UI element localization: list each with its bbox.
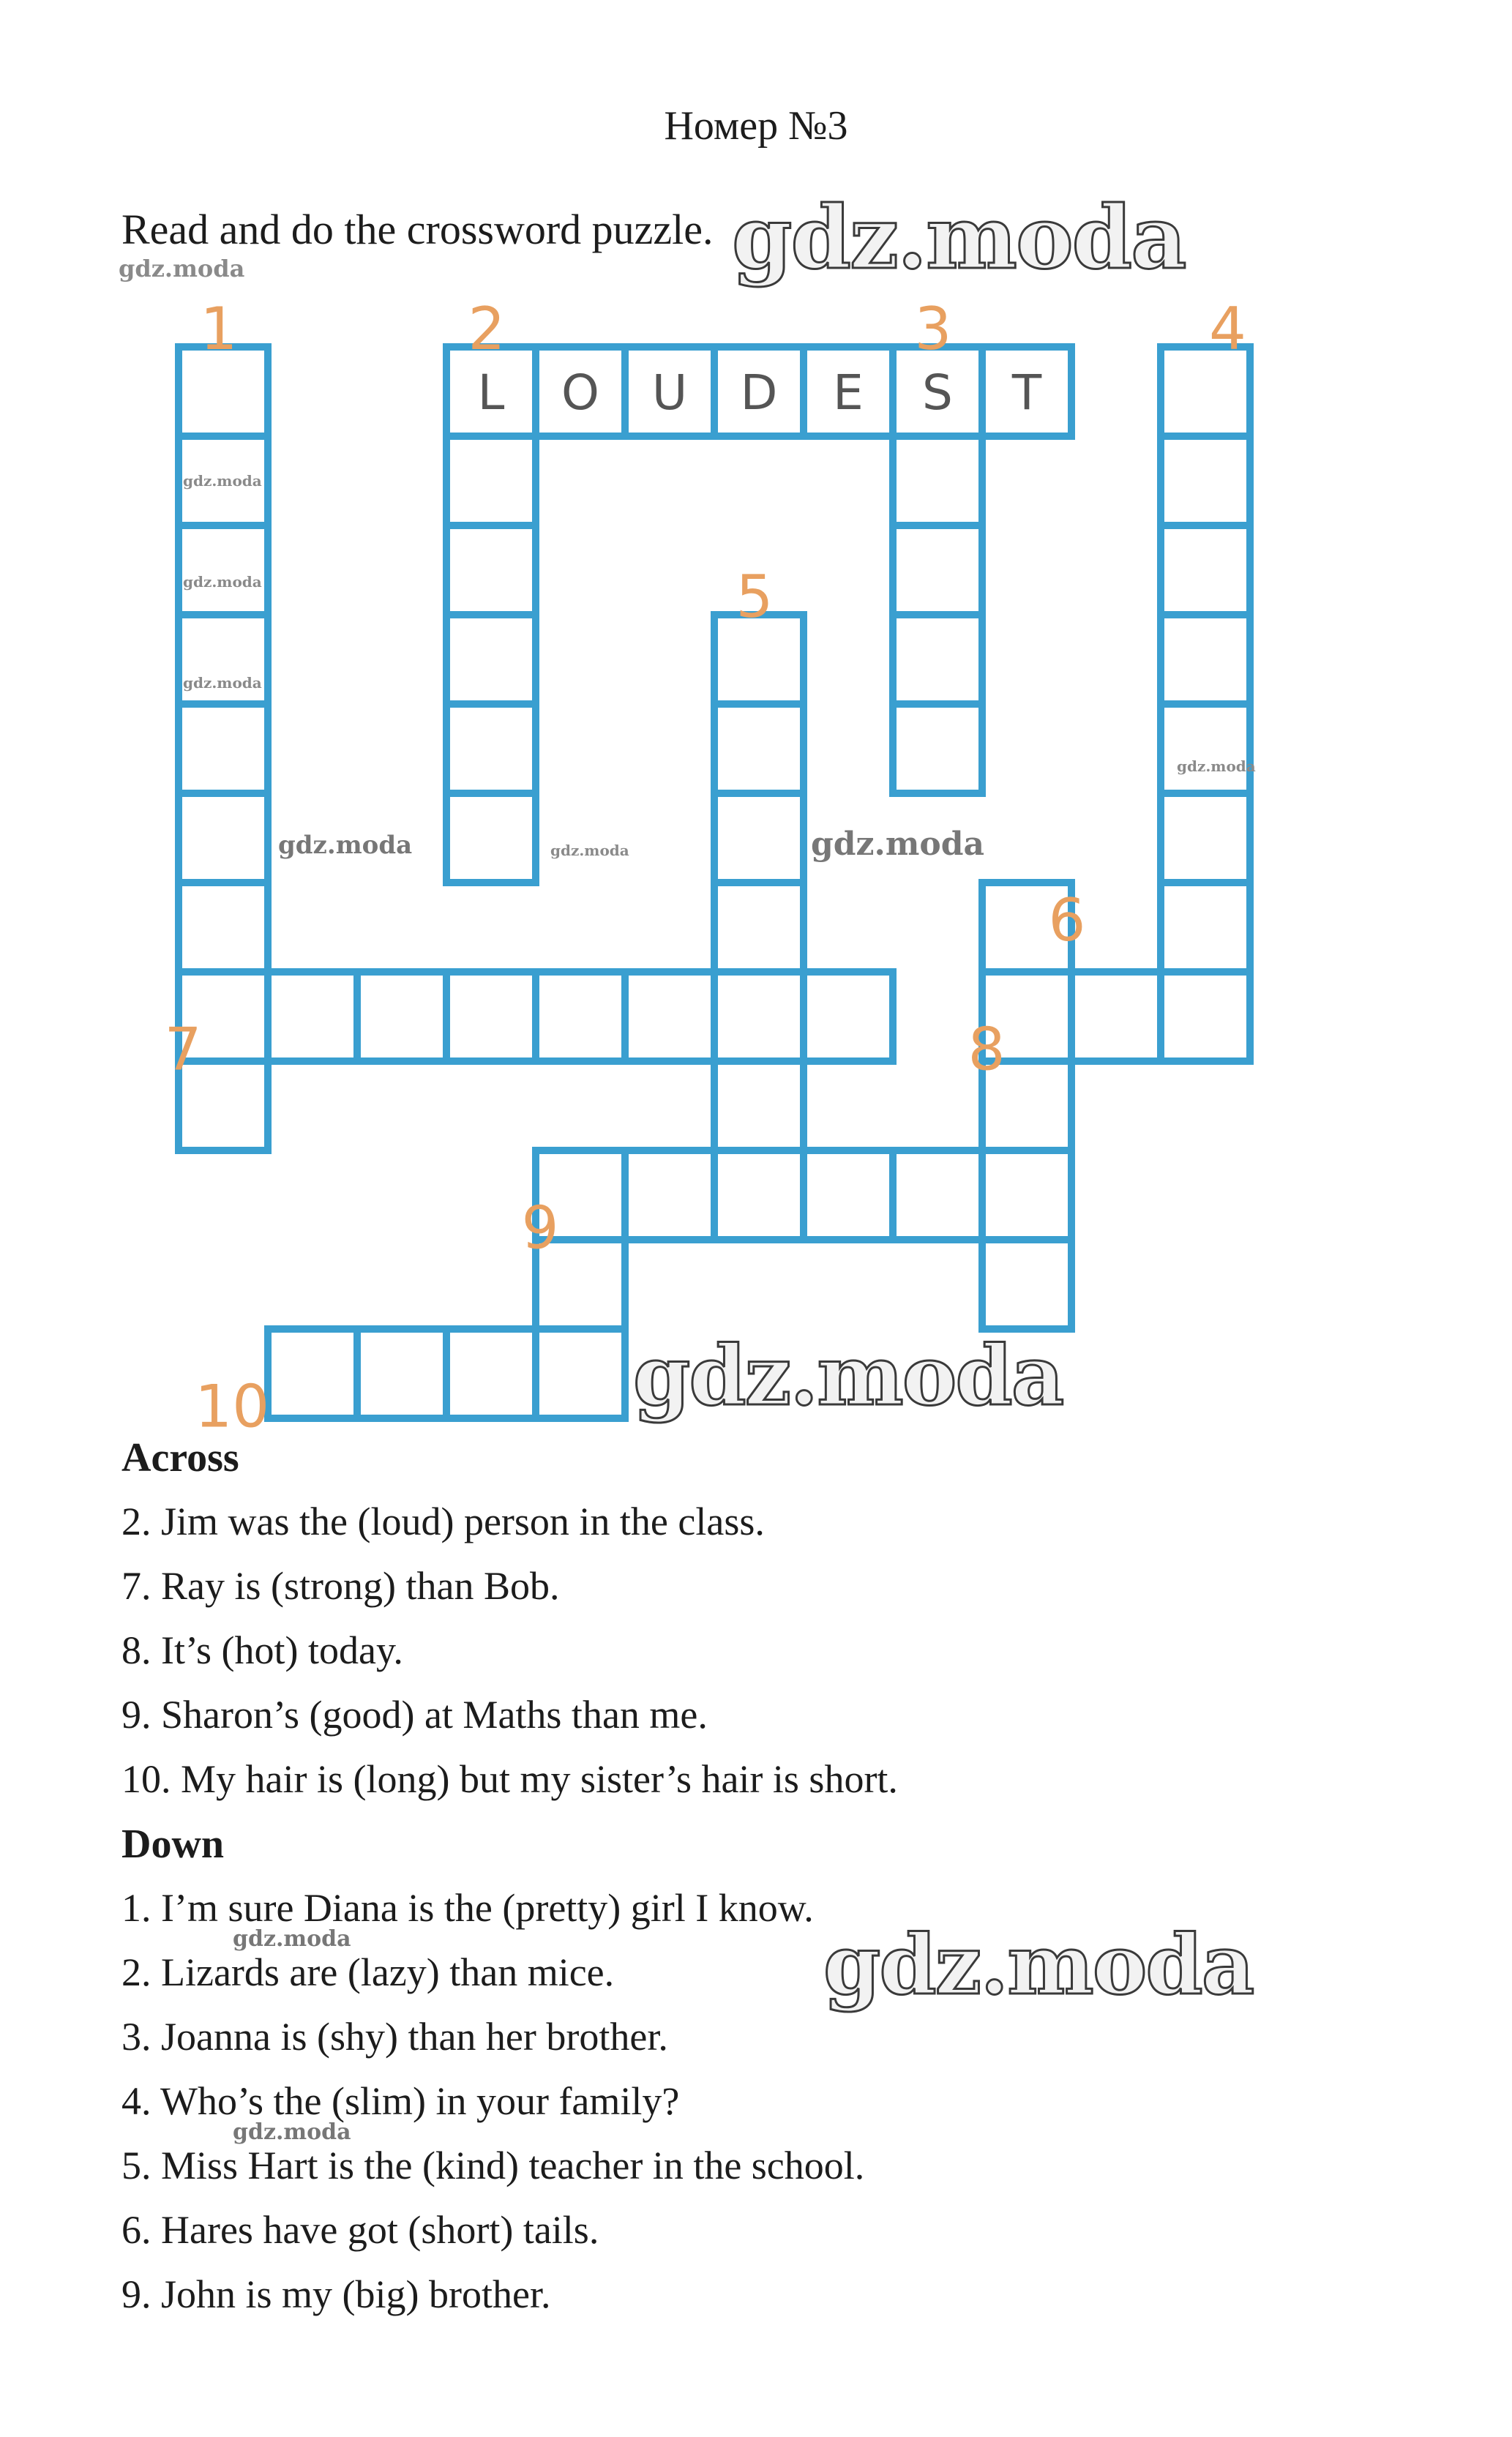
clue-number-10: 10 <box>195 1372 270 1434</box>
instruction: Read and do the crossword puzzle. <box>121 206 714 253</box>
clue-number-8: 8 <box>968 1015 1006 1084</box>
crossword-cell[interactable] <box>1161 793 1250 883</box>
crossword-cell[interactable] <box>625 1150 714 1240</box>
watermark-top: gdz.moda <box>732 187 1186 288</box>
down-heading: Down <box>121 1822 225 1867</box>
down-clue-2: 2. Lizards are (lazy) than mice. <box>121 1950 615 1994</box>
crossword-cell[interactable] <box>446 704 536 793</box>
crossword-cell[interactable] <box>893 704 982 793</box>
cell-letter: O <box>561 364 599 421</box>
watermark-clues-big: gdz.moda <box>823 1917 1254 2013</box>
crossword-cell[interactable] <box>625 972 714 1061</box>
crossword-cell[interactable] <box>1161 883 1250 972</box>
cell-letter: U <box>651 364 688 421</box>
watermark-mid: gdz.moda <box>811 826 985 863</box>
crossword-cell[interactable] <box>179 793 268 883</box>
watermark-small-5: gdz.moda <box>1177 757 1256 775</box>
crossword-cell[interactable] <box>1161 525 1250 615</box>
down-clue-9: 9. John is my (big) brother. <box>121 2272 551 2316</box>
crossword-cell[interactable] <box>893 436 982 525</box>
across-clue-7: 7. Ray is (strong) than Bob. <box>121 1564 560 1608</box>
crossword-cell[interactable] <box>1161 436 1250 525</box>
clue-number-1: 1 <box>200 295 238 364</box>
down-clue-5: 5. Miss Hart is the (kind) teacher in the school. <box>121 2144 865 2187</box>
cell-letter: L <box>477 364 505 421</box>
crossword-cell[interactable] <box>446 525 536 615</box>
down-clue-4: 4. Who’s the (slim) in your family? <box>121 2079 680 2123</box>
crossword-cell[interactable] <box>714 1150 804 1240</box>
crossword-cell[interactable] <box>1161 615 1250 704</box>
crossword-cell[interactable] <box>1071 972 1161 1061</box>
crossword-cell[interactable] <box>446 793 536 883</box>
watermark-small-7: gdz.moda <box>550 842 629 859</box>
across-clue-9: 9. Sharon’s (good) at Maths than me. <box>121 1693 708 1737</box>
page-title: Номер №3 <box>664 103 848 149</box>
watermark-clues-1: gdz.moda <box>233 1926 351 1952</box>
cell-letter: E <box>833 364 864 421</box>
watermark-small-6: gdz.moda <box>278 831 413 860</box>
crossword-cell[interactable] <box>446 1329 536 1418</box>
crossword-cell[interactable] <box>714 1061 804 1150</box>
crossword-cell[interactable] <box>446 615 536 704</box>
clue-number-5: 5 <box>736 563 774 632</box>
down-clue-6: 6. Hares have got (short) tails. <box>121 2208 599 2252</box>
across-clue-8: 8. It’s (hot) today. <box>121 1628 403 1672</box>
crossword-cell[interactable] <box>1161 704 1250 793</box>
watermark-small-3: gdz.moda <box>183 573 262 591</box>
crossword-cell[interactable] <box>714 704 804 793</box>
watermark-grid-bottom: gdz.moda <box>633 1328 1063 1424</box>
crossword-cell[interactable] <box>179 704 268 793</box>
crossword-cell[interactable] <box>714 793 804 883</box>
crossword-cell[interactable] <box>982 1150 1071 1240</box>
crossword-cell[interactable] <box>357 972 446 1061</box>
crossword-cell[interactable] <box>179 883 268 972</box>
crossword-cell[interactable] <box>893 615 982 704</box>
crossword-cell[interactable] <box>1161 972 1250 1061</box>
across-clue-10: 10. My hair is (long) but my sister’s hair is short. <box>121 1757 898 1801</box>
clue-number-7: 7 <box>164 1015 202 1084</box>
watermark-small-4: gdz.moda <box>183 674 262 692</box>
down-clue-1: 1. I’m sure Diana is the (pretty) girl I know. <box>121 1886 814 1930</box>
clue-number-6: 6 <box>1048 886 1086 954</box>
crossword-cell[interactable] <box>357 1329 446 1418</box>
crossword-cell[interactable] <box>982 1240 1071 1329</box>
cell-letter: T <box>1011 364 1042 421</box>
watermark-small-2: gdz.moda <box>183 472 262 490</box>
crossword-cell[interactable] <box>893 525 982 615</box>
crossword-cell[interactable] <box>536 1329 625 1418</box>
clue-number-9: 9 <box>521 1194 559 1262</box>
crossword-cell[interactable] <box>714 883 804 972</box>
crossword-cell[interactable] <box>536 972 625 1061</box>
crossword-cell[interactable] <box>446 436 536 525</box>
crossword-cell[interactable] <box>268 972 357 1061</box>
crossword-cell[interactable] <box>804 1150 893 1240</box>
cell-letter: D <box>740 364 778 421</box>
crossword-cell[interactable] <box>714 972 804 1061</box>
crossword-cell[interactable] <box>268 1329 357 1418</box>
down-clue-3: 3. Joanna is (shy) than her brother. <box>121 2015 668 2059</box>
across-heading: Across <box>121 1435 239 1480</box>
crossword-cell[interactable] <box>804 972 893 1061</box>
watermark-small-1: gdz.moda <box>119 255 245 282</box>
across-clue-2: 2. Jim was the (loud) person in the class. <box>121 1500 765 1543</box>
watermark-clues-2: gdz.moda <box>233 2119 351 2145</box>
clue-number-3: 3 <box>914 295 952 364</box>
clue-number-2: 2 <box>468 295 506 364</box>
clue-number-4: 4 <box>1209 295 1246 364</box>
cell-letter: S <box>922 364 953 421</box>
crossword-cell[interactable] <box>893 1150 982 1240</box>
crossword-cell[interactable] <box>446 972 536 1061</box>
crossword-cell[interactable] <box>179 525 268 615</box>
